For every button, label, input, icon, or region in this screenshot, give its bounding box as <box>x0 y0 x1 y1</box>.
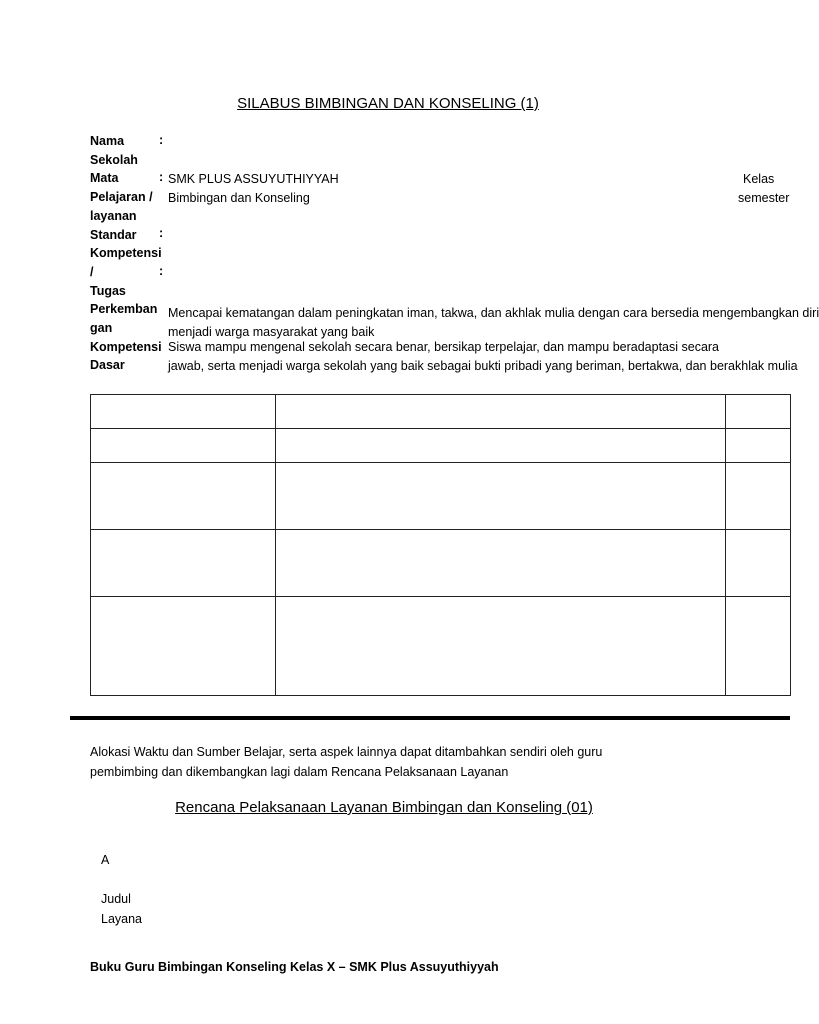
table-row <box>91 597 791 696</box>
label-nama: Nama <box>90 134 125 148</box>
label-gan: gan <box>90 321 113 336</box>
silabus-title: SILABUS BIMBINGAN DAN KONSELING (1) <box>237 95 539 112</box>
label-pelajaran: Pelajaran / <box>90 190 153 205</box>
silabus-table <box>90 394 791 696</box>
label-layanan: layanan <box>90 208 137 223</box>
label-kompetensi: Kompetensi <box>90 246 162 261</box>
table-cell <box>726 530 791 597</box>
table-cell <box>726 463 791 530</box>
standar-kompetensi-text <box>168 304 819 341</box>
note-paragraph <box>90 742 602 782</box>
note-line-2: pembimbing dan dikembangkan lagi dalam Rencana Pelaksanaan Layanan <box>90 765 509 779</box>
table-cell <box>91 530 276 597</box>
table-cell <box>276 463 726 530</box>
table-cell <box>276 530 726 597</box>
kompetensi-dasar-line-2: jawab, serta menjadi warga sekolah yang baik sebagai bukti pribadi yang beriman, bertakwa, dan berakhlak mulia <box>168 358 798 373</box>
colon-tugas: : <box>159 264 164 278</box>
rpl-title: Rencana Pelaksanaan Layanan Bimbingan dan Konseling (01) <box>175 799 593 816</box>
rpl-item-a: A <box>101 853 110 867</box>
rpl-judul-line-1: Judul <box>101 892 131 906</box>
table-row <box>91 463 791 530</box>
label-nama-sekolah <box>90 132 162 375</box>
layanan-name: Bimbingan dan Konseling <box>168 191 310 205</box>
kelas-label: Kelas <box>743 172 775 186</box>
table-cell <box>276 429 726 463</box>
table-row <box>91 429 791 463</box>
table-row <box>91 395 791 429</box>
label-standar: Standar <box>90 227 137 242</box>
label-sekolah: Sekolah <box>90 152 138 167</box>
school-name: SMK PLUS ASSUYUTHIYYAH <box>168 172 339 186</box>
label-tugas: Tugas <box>90 283 126 298</box>
page-footer: Buku Guru Bimbingan Konseling Kelas X – SMK Plus Assuyuthiyyah <box>90 960 499 974</box>
standar-kompetensi-line-1: Mencapai kematangan dalam peningkatan iman, takwa, dan akhlak mulia dengan cara bersedia mengembangkan diri <box>168 306 819 320</box>
table-cell <box>91 429 276 463</box>
semester-label: semester <box>738 191 790 205</box>
colon-standar: : <box>159 226 164 240</box>
table-cell <box>726 429 791 463</box>
table-cell <box>726 597 791 696</box>
table-row <box>91 530 791 597</box>
kompetensi-dasar-line-1: Siswa mampu mengenal sekolah secara benar, bersikap terpelajar, dan mampu beradaptasi secara <box>168 340 720 354</box>
table-cell <box>276 395 726 429</box>
label-mata: Mata <box>90 171 119 186</box>
table-cell <box>91 597 276 696</box>
label-perkemban: Perkemban <box>90 302 158 317</box>
colon-nama: : <box>159 133 164 147</box>
standar-kompetensi-line-2: menjadi warga masyarakat yang baik <box>168 324 375 339</box>
note-line-1: Alokasi Waktu dan Sumber Belajar, serta aspek lainnya dapat ditambahkan sendiri oleh guru <box>90 745 603 759</box>
colon-mata: : <box>159 170 164 184</box>
table-cell <box>276 597 726 696</box>
label-kompetensi-dasar-1: Kompetensi <box>90 339 162 354</box>
label-kompetensi-dasar-2: Dasar <box>90 358 125 373</box>
table-cell <box>726 395 791 429</box>
table-cell <box>91 463 276 530</box>
page-divider <box>70 716 790 720</box>
rpl-judul-layanan <box>101 889 142 929</box>
kompetensi-dasar-text <box>168 338 798 375</box>
label-slash: / <box>90 264 94 279</box>
table-cell <box>91 395 276 429</box>
rpl-judul-line-2: Layana <box>101 912 143 926</box>
